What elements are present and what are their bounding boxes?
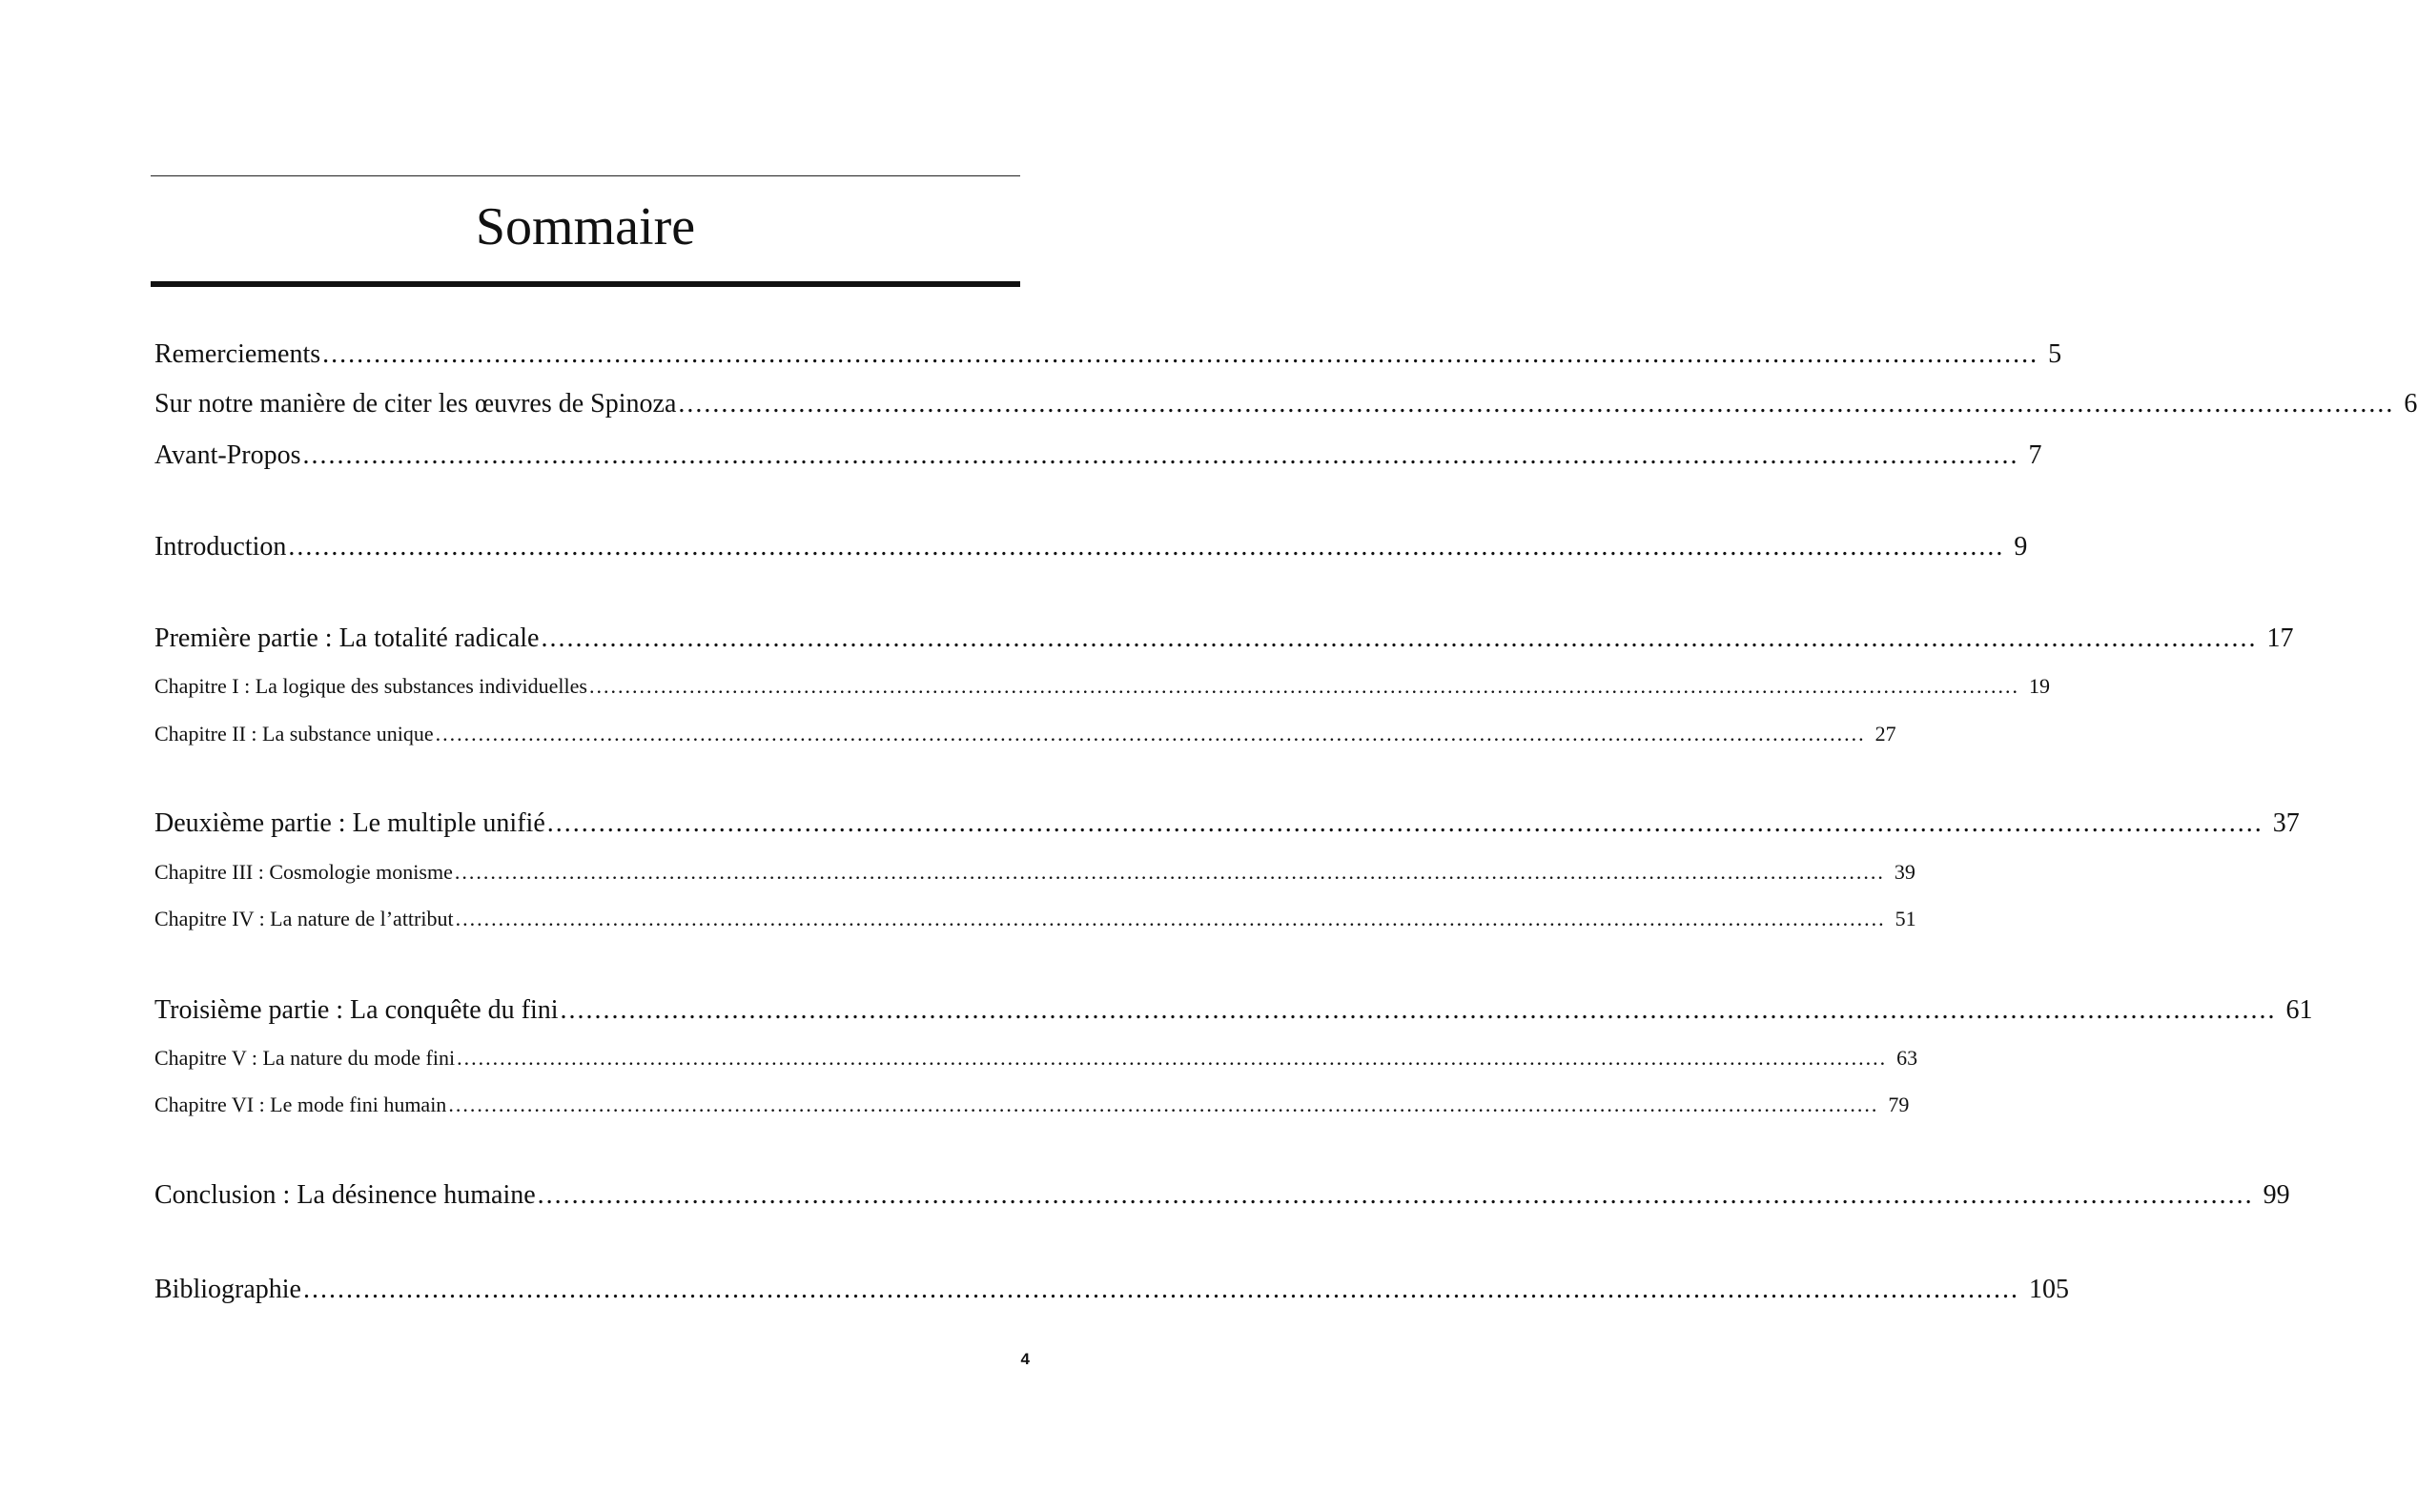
dot-leader: ........................................................................................................................................................................................................ [454, 860, 1885, 884]
toc-entry-label: Troisième partie : La conquête du fini [154, 995, 559, 1025]
toc-entry-label: Chapitre VI : Le mode fini humain [154, 1093, 447, 1116]
toc-entry-page: 5 [2048, 339, 2062, 369]
toc-entry-conclusion[interactable] [154, 1176, 2290, 1215]
toc-entry-page: 9 [2014, 532, 2028, 562]
dot-leader: ........................................................................................................................................................................................................ [537, 1180, 2254, 1210]
dot-leader: ........................................................................................................................................................................................................ [322, 339, 2039, 369]
toc-entry-label: Deuxième partie : Le multiple unifié [154, 808, 545, 838]
toc-entry-chapter-6[interactable] [154, 1089, 1910, 1121]
toc-entry-page: 37 [2272, 808, 2300, 838]
dot-leader: ........................................................................................................................................................................................................ [448, 1093, 1879, 1116]
page-number: 4 [1020, 1350, 1030, 1368]
toc-entry-page: 39 [1894, 860, 1915, 884]
dot-leader: ........................................................................................................................................................................................................ [678, 389, 2395, 419]
toc-entry-label: Chapitre III : Cosmologie monisme [154, 860, 453, 884]
toc-entry-page: 7 [2028, 440, 2042, 470]
toc-entry-page: 51 [1895, 907, 1916, 930]
dot-leader: ........................................................................................................................................................................................................ [288, 532, 2005, 562]
toc-entry-label: Chapitre II : La substance unique [154, 722, 434, 746]
page-title: Sommaire [475, 197, 696, 256]
toc-entry-part-2[interactable] [154, 805, 2300, 843]
toc-entry-label: Bibliographie [154, 1275, 301, 1304]
dot-leader: ........................................................................................................................................................................................................ [541, 623, 2258, 653]
toc-entry-avant-propos[interactable] [154, 437, 2042, 475]
toc-entry-page: 105 [2028, 1275, 2069, 1304]
toc-entry-bibliographie[interactable] [154, 1271, 2069, 1309]
toc-entry-chapter-1[interactable] [154, 670, 2050, 703]
toc-entry-label: Conclusion : La désinence humaine [154, 1180, 536, 1210]
toc-entry-page: 61 [2285, 995, 2313, 1025]
toc-entry-page: 27 [1874, 722, 1896, 746]
toc-entry-label: Première partie : La totalité radicale [154, 623, 540, 653]
toc-entry-label: Introduction [154, 532, 287, 562]
dot-leader: ........................................................................................................................................................................................................ [560, 995, 2277, 1025]
dot-leader: ........................................................................................................................................................................................................ [546, 808, 2263, 838]
dot-leader: ........................................................................................................................................................................................................ [588, 674, 2019, 698]
toc-entry-page: 63 [1896, 1046, 1918, 1070]
dot-leader: ........................................................................................................................................................................................................ [435, 722, 1866, 746]
toc-entry-part-3[interactable] [154, 991, 2313, 1030]
dot-leader: ........................................................................................................................................................................................................ [302, 1275, 2019, 1304]
toc-entry-label: Avant-Propos [154, 440, 301, 470]
top-rule [151, 175, 1020, 176]
dot-leader: ........................................................................................................................................................................................................ [457, 1046, 1888, 1070]
toc-entry-page: 19 [2028, 674, 2050, 698]
toc-entry-label: Chapitre IV : La nature de l’attribut [154, 907, 454, 930]
toc-entry-remerciements[interactable] [154, 336, 2062, 374]
dot-leader: ........................................................................................................................................................................................................ [455, 907, 1886, 930]
toc-entry-label: Sur notre manière de citer les œuvres de Spinoza [154, 389, 677, 419]
toc-entry-citations[interactable] [154, 385, 2417, 423]
toc-entry-chapter-4[interactable] [154, 903, 1916, 935]
toc-entry-label: Chapitre V : La nature du mode fini [154, 1046, 456, 1070]
toc-entry-introduction[interactable] [154, 528, 2028, 566]
toc-entry-page: 99 [2263, 1180, 2290, 1210]
toc-entry-chapter-5[interactable] [154, 1042, 1918, 1074]
toc-entry-page: 17 [2266, 623, 2294, 653]
toc-entry-part-1[interactable] [154, 620, 2294, 658]
toc-entry-chapter-3[interactable] [154, 856, 1915, 889]
toc-entry-chapter-2[interactable] [154, 718, 1896, 750]
toc-entry-page: 79 [1888, 1093, 1910, 1116]
title-underline-rule [151, 281, 1020, 287]
toc-entry-page: 6 [2404, 389, 2417, 419]
dot-leader: ........................................................................................................................................................................................................ [302, 440, 2019, 470]
toc-entry-label: Remerciements [154, 339, 321, 369]
toc-entry-label: Chapitre I : La logique des substances individuelles [154, 674, 587, 698]
